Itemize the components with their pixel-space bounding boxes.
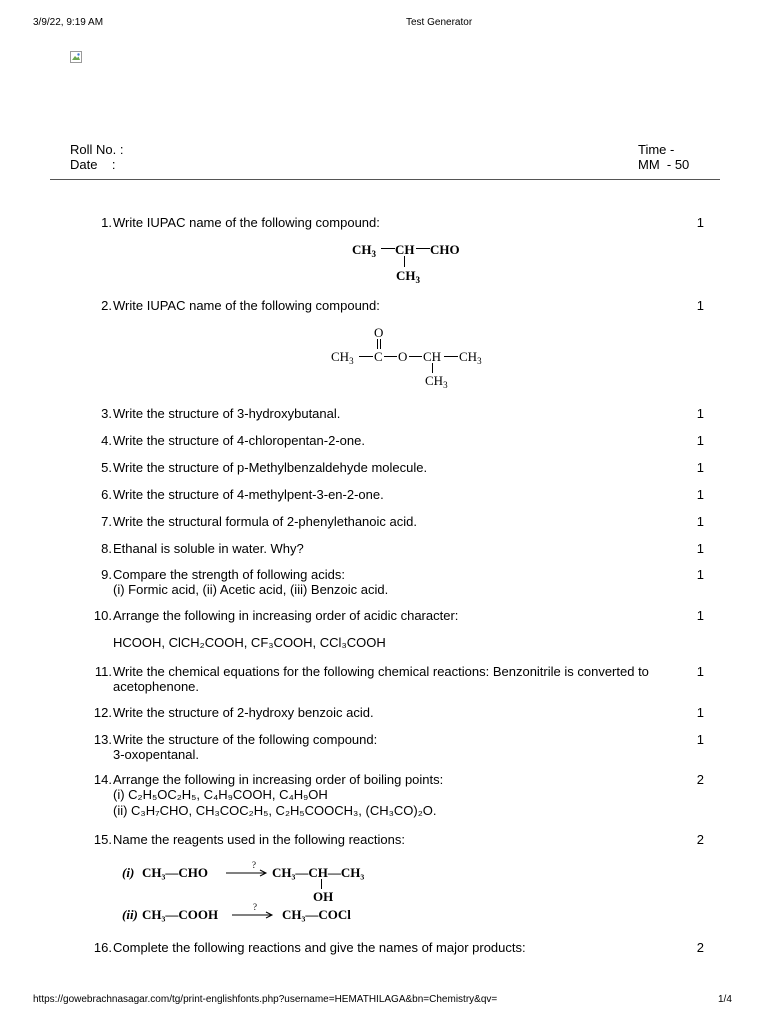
question-subtext: (i) C₂H₅OC₂H₅, C₄H₉COOH, C₄H₉OH: [113, 787, 328, 802]
question-marks: 1: [696, 298, 704, 313]
reaction-substituent: OH: [313, 889, 334, 904]
question-text: Write IUPAC name of the following compound:: [113, 215, 380, 230]
question-10: [90, 608, 680, 653]
question-13: [90, 732, 680, 762]
chem-label: CH: [395, 242, 415, 257]
chem-label: CH: [425, 373, 444, 388]
date-label: Date :: [70, 157, 116, 172]
chem-bond: [444, 356, 458, 357]
question-text: Write the structure of 4-methylpent-3-en-2-one.: [113, 487, 384, 502]
question-text: Write IUPAC name of the following compound:: [113, 298, 380, 313]
question-marks: 1: [696, 487, 704, 502]
max-marks-label: MM - 50: [638, 157, 690, 172]
chem-label: C: [374, 349, 383, 364]
question-marks: 1: [696, 215, 704, 230]
question-number: 4.: [101, 433, 112, 448]
question-text: Write the structure of 2-hydroxy benzoic acid.: [113, 705, 374, 720]
chem-label: CH: [352, 242, 372, 257]
reaction-product: CH₃—CH—CH₃: [272, 865, 365, 880]
header-divider: [50, 179, 720, 180]
question-number: 3.: [101, 406, 112, 421]
question-marks: 1: [696, 406, 704, 421]
chem-label: CH: [331, 349, 350, 364]
reaction-product: CH₃—COCl: [282, 907, 351, 922]
question-number: 5.: [101, 460, 112, 475]
question-marks: 2: [696, 832, 704, 847]
chem-label: 3: [415, 275, 420, 285]
reaction-reagent-unknown: ?: [252, 860, 256, 870]
q2-structure: [331, 325, 501, 390]
question-text: Complete the following reactions and give the names of major products:: [113, 940, 526, 955]
chem-bond: [359, 356, 373, 357]
question-number: 8.: [101, 541, 112, 556]
question-text: Write the chemical equations for the following chemical reactions: Benzonitrile is converted to: [113, 664, 649, 679]
question-text: Name the reagents used in the following reactions:: [113, 832, 405, 847]
question-marks: 1: [696, 541, 704, 556]
chem-label: 3: [443, 380, 448, 390]
question-text: Write the structure of 3-hydroxybutanal.: [113, 406, 341, 421]
question-11: [90, 664, 680, 694]
question-number: 1.: [101, 215, 112, 230]
question-number: 16.: [93, 940, 112, 955]
chem-bond: [381, 248, 395, 249]
question-number: 11.: [94, 664, 112, 679]
question-marks: 1: [696, 732, 704, 747]
chem-bond: [432, 363, 433, 373]
question-number: 12.: [93, 705, 112, 720]
chem-label: CHO: [430, 242, 460, 257]
chem-label: CH: [423, 349, 442, 364]
reaction-arrow: [232, 911, 274, 919]
broken-image-icon: [70, 51, 82, 63]
reaction-arrow: [226, 869, 268, 877]
print-datetime: 3/9/22, 9:19 AM: [33, 17, 104, 28]
question-number: 15.: [93, 832, 112, 847]
q15-reactions: [122, 860, 392, 926]
chem-bond: [409, 356, 422, 357]
question-number: 14.: [93, 772, 112, 787]
question-text: Ethanal is soluble in water. Why?: [113, 541, 304, 556]
chem-bond: [416, 248, 430, 249]
question-subtext: (ii) C₃H₇CHO, CH₃COC₂H₅, C₂H₅COOCH₃, (CH₃CO)₂O.: [113, 803, 437, 818]
question-marks: 1: [696, 460, 704, 475]
question-9: [90, 567, 680, 597]
chem-bond: [384, 356, 397, 357]
question-number: 7.: [101, 514, 112, 529]
page-url: https://gowebrachnasagar.com/tg/print-englishfonts.php?username=HEMATHILAGA&bn=Chemistry&qv=: [33, 994, 498, 1005]
question-text: Write the structure of the following compound:: [113, 732, 378, 747]
question-marks: 1: [696, 514, 704, 529]
question-marks: 2: [696, 772, 704, 787]
q1-structure: [352, 242, 482, 287]
chem-label: 3: [477, 356, 482, 366]
question-marks: 2: [696, 940, 704, 955]
question-formula: HCOOH, ClCH₂COOH, CF₃COOH, CCl₃COOH: [113, 635, 386, 650]
question-subtext: (i) Formic acid, (ii) Acetic acid, (iii) Benzoic acid.: [113, 582, 389, 597]
question-subtext: 3-oxopentanal.: [113, 747, 200, 762]
question-marks: 1: [696, 705, 704, 720]
question-text: Write the structure of p-Methylbenzaldehyde molecule.: [113, 460, 428, 475]
chem-label: O: [398, 349, 408, 364]
reaction-reagent-unknown: ?: [253, 902, 257, 912]
question-number: 2.: [101, 298, 112, 313]
chem-label: 3: [371, 249, 376, 259]
question-marks: 1: [696, 664, 704, 679]
reaction-label: (i): [122, 865, 135, 880]
chem-label: CH: [396, 268, 416, 283]
reaction-reactant: CH₃—CHO: [142, 865, 209, 880]
question-text: Compare the strength of following acids:: [113, 567, 345, 582]
chem-bond: [404, 256, 405, 267]
question-text: Arrange the following in increasing order of boiling points:: [113, 772, 444, 787]
question-14: [90, 772, 680, 818]
question-number: 6.: [101, 487, 112, 502]
chem-bond: [377, 339, 378, 349]
question-marks: 1: [696, 608, 704, 623]
chem-bond: [380, 339, 381, 349]
chem-label: CH: [459, 349, 478, 364]
roll-number-label: Roll No. :: [70, 142, 124, 157]
question-marks: 1: [696, 567, 704, 582]
chem-label: 3: [349, 356, 354, 366]
question-marks: 1: [696, 433, 704, 448]
time-label: Time -: [638, 142, 675, 157]
question-text: Write the structure of 4-chloropentan-2-one.: [113, 433, 365, 448]
question-number: 13.: [93, 732, 112, 747]
question-number: 10.: [93, 608, 112, 623]
page-number: 1/4: [718, 994, 732, 1005]
reaction-reactant: CH₃—COOH: [142, 907, 219, 922]
question-text: Write the structural formula of 2-phenylethanoic acid.: [113, 514, 417, 529]
question-number: 9.: [101, 567, 112, 582]
question-subtext: acetophenone.: [113, 679, 200, 694]
chem-label: O: [374, 325, 384, 340]
question-text: Arrange the following in increasing order of acidic character:: [113, 608, 459, 623]
chem-bond: [321, 879, 322, 889]
reaction-label: (ii): [122, 907, 138, 922]
print-title: Test Generator: [406, 17, 473, 28]
